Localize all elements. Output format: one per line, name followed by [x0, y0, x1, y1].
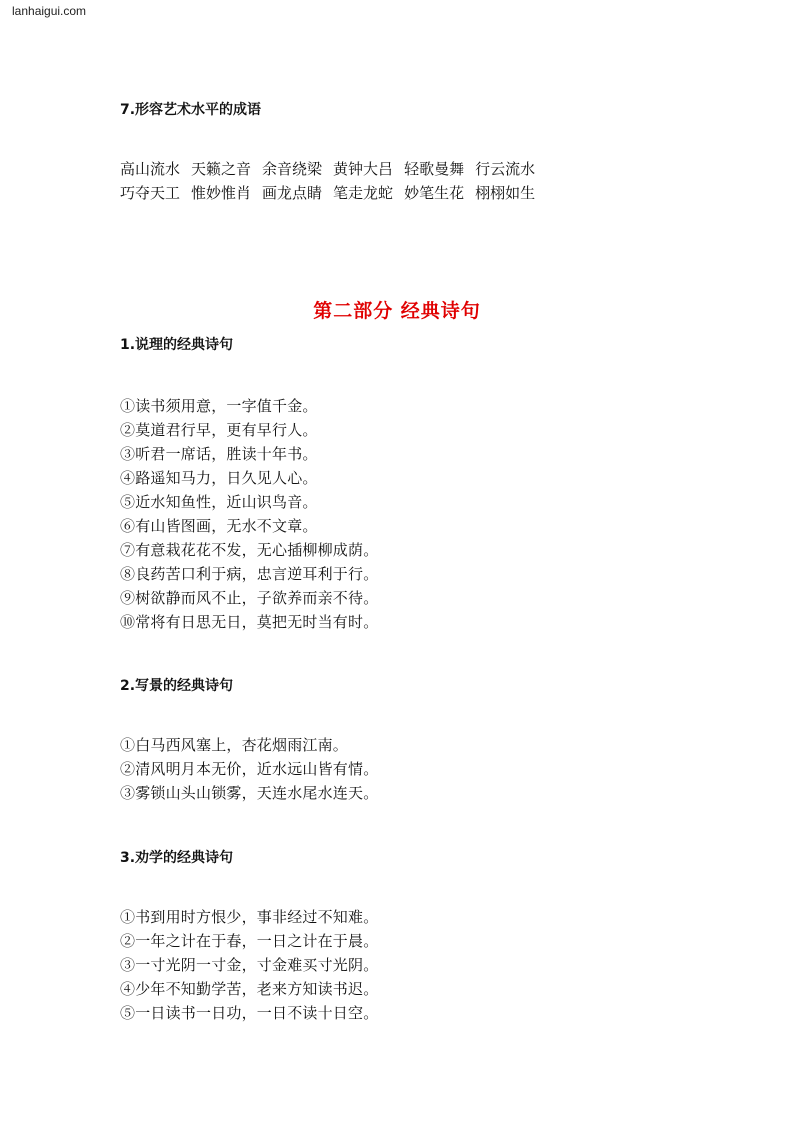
part-2-title: 第二部分 经典诗句 — [313, 300, 481, 322]
verse-line: ⑤近水知鱼性，近山识鸟音。 — [120, 493, 318, 511]
verse-line: ③听君一席话，胜读十年书。 — [120, 445, 318, 463]
verse-line: ⑨树欲静而风不止，子欲养而亲不待。 — [120, 589, 379, 607]
verse-list-study — [120, 905, 378, 1025]
idiom: 行云流水 — [475, 160, 536, 178]
idiom-row — [120, 157, 546, 181]
idiom: 惟妙惟肖 — [191, 184, 252, 202]
idiom: 妙笔生花 — [404, 184, 465, 202]
verse-line: ②清风明月本无价，近水远山皆有情。 — [120, 760, 379, 778]
verse-line: ④少年不知勤学苦，老来方知读书迟。 — [120, 980, 379, 998]
verse-list-scenery — [120, 733, 378, 805]
verse-line: ①书到用时方恨少，事非经过不知难。 — [120, 908, 379, 926]
verse-line: ⑧良药苦口利于病，忠言逆耳利于行。 — [120, 565, 379, 583]
idiom-row — [120, 181, 546, 205]
idiom: 高山流水 — [120, 160, 181, 178]
verse-line: ②莫道君行早，更有早行人。 — [120, 421, 318, 439]
verse-line: ⑦有意栽花花不发，无心插柳柳成荫。 — [120, 541, 379, 559]
verse-line: ④路遥知马力，日久见人心。 — [120, 469, 318, 487]
verse-list-reasoning — [120, 394, 378, 634]
section-heading-study: 3.劝学的经典诗句 — [120, 850, 234, 866]
section-7-heading: 7.形容艺术水平的成语 — [120, 102, 262, 118]
verse-line: ③雾锁山头山锁雾，天连水尾水连天。 — [120, 784, 379, 802]
idiom: 黄钟大吕 — [333, 160, 394, 178]
idiom: 巧夺天工 — [120, 184, 181, 202]
section-heading-reasoning: 1.说理的经典诗句 — [120, 337, 234, 353]
watermark: lanhaigui.com — [12, 4, 87, 18]
idiom: 余音绕梁 — [262, 160, 323, 178]
verse-line: ①白马西风塞上，杏花烟雨江南。 — [120, 736, 349, 754]
verse-line: ①读书须用意，一字值千金。 — [120, 397, 318, 415]
section-heading-scenery: 2.写景的经典诗句 — [120, 678, 234, 694]
idiom: 栩栩如生 — [475, 184, 536, 202]
verse-line: ⑤一日读书一日功，一日不读十日空。 — [120, 1004, 379, 1022]
verse-line: ⑩常将有日思无日，莫把无时当有时。 — [120, 613, 379, 631]
idiom: 轻歌曼舞 — [404, 160, 465, 178]
idiom: 画龙点睛 — [262, 184, 323, 202]
verse-line: ⑥有山皆图画，无水不文章。 — [120, 517, 318, 535]
idiom: 笔走龙蛇 — [333, 184, 394, 202]
idiom-table — [120, 157, 546, 205]
idiom: 天籁之音 — [191, 160, 252, 178]
verse-line: ③一寸光阴一寸金，寸金难买寸光阴。 — [120, 956, 379, 974]
verse-line: ②一年之计在于春，一日之计在于晨。 — [120, 932, 379, 950]
